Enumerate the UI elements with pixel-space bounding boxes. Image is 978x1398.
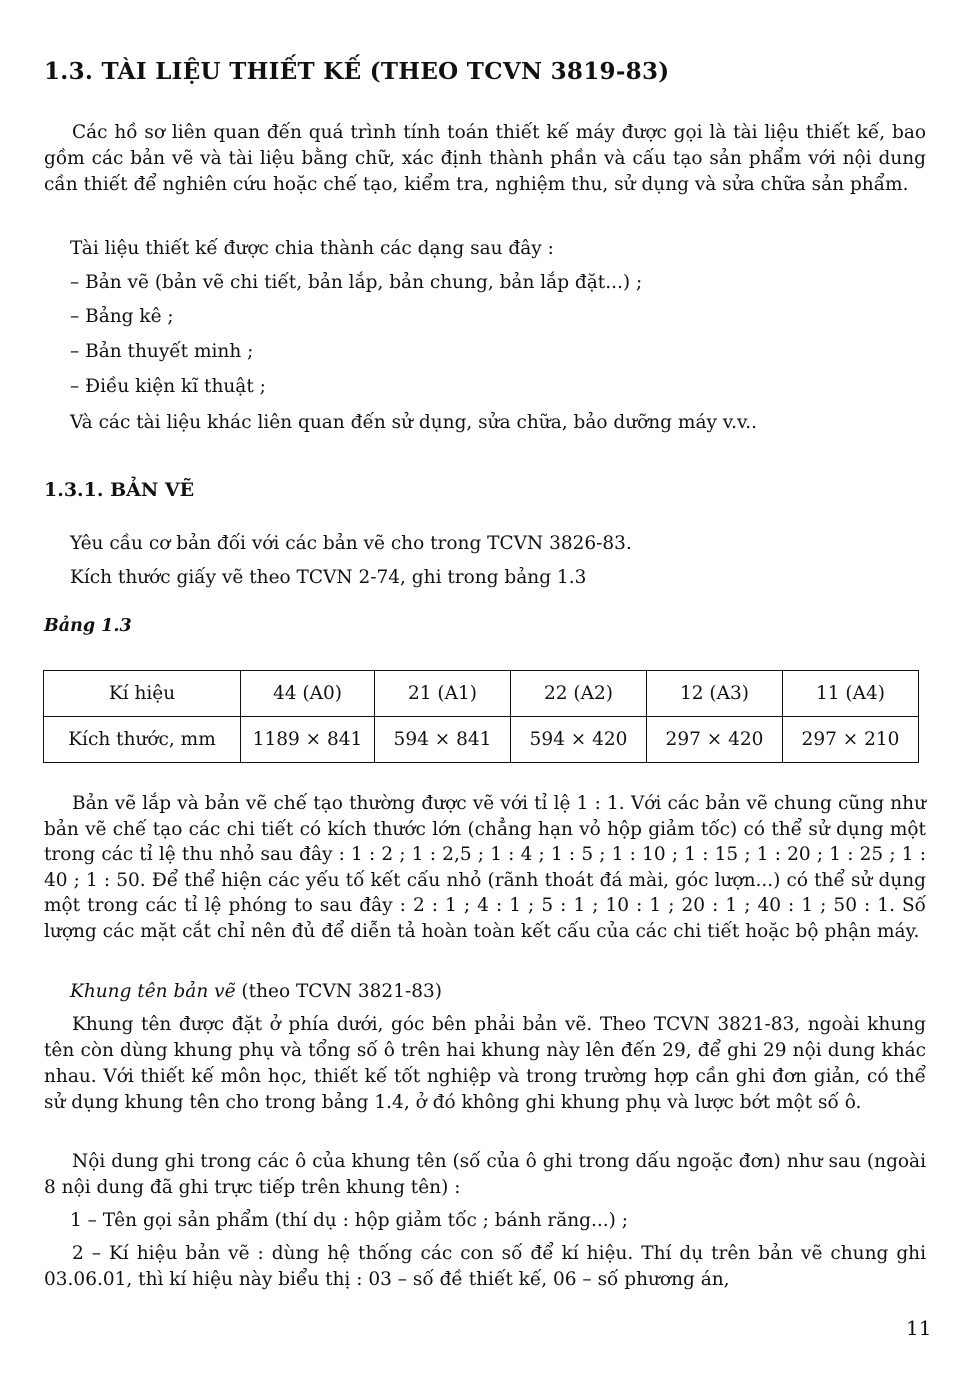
table-cell: 297 × 420 xyxy=(647,717,783,763)
table-cell: Kích thước, mm xyxy=(44,717,241,763)
content-paragraph: Nội dung ghi trong các ô của khung tên (số của ô ghi trong dấu ngoặc đơn) như sau (ngoài 8 nội dung đã ghi trực tiếp trên khung tên) : xyxy=(44,1151,926,1198)
title-block-heading-ref: (theo TCVN 3821-83) xyxy=(235,981,442,1002)
paper-size-table xyxy=(43,670,919,763)
scale-paragraph: Bản vẽ lắp và bản vẽ chế tạo thường được vẽ với tỉ lệ 1 : 1. Với các bản vẽ chung cũng như bản vẽ chế tạo các chi tiết có kích thước lớn (chẳng hạn vỏ hộp giảm tốc) có thể sử dụng một trong các tỉ lệ thu nhỏ sau đây : 1 : 2 ; 1 : 2,5 ; 1 : 4 ; 1 : 5 ; 1 : 10 ; 1 : 15 ; 1 : 20 ; 1 : 25 ; 1 : 40 ; 1 : 50. Để thể hiện các yếu tố kết cấu nhỏ (rãnh thoát đá mài, góc lượn...) có thể sử dụng một trong các tỉ lệ phóng to sau đây : 2 : 1 ; 4 : 1 ; 5 : 1 ; 10 : 1 ; 20 : 1 ; 40 : 1 ; 50 : 1. Số lượng các mặt cắt chỉ nên đủ để diễn tả hoàn toàn kết cấu của các chi tiết hoặc bộ phận máy. xyxy=(44,793,926,942)
doc-type-item: – Bảng kê ; xyxy=(70,306,174,327)
doc-type-item: – Điều kiện kĩ thuật ; xyxy=(70,376,266,397)
section-title: 1.3. TÀI LIỆU THIẾT KẾ (THEO TCVN 3819-83) xyxy=(44,58,670,85)
table-cell: Kí hiệu xyxy=(44,671,241,717)
intro-paragraph: Các hồ sơ liên quan đến quá trình tính toán thiết kế máy được gọi là tài liệu thiết kế, bao gồm các bản vẽ và tài liệu bằng chữ, xác định thành phần và cấu tạo sản phẩm với nội dung cần thiết để nghiên cứu hoặc chế tạo, kiểm tra, nghiệm thu, sử dụng và sửa chữa sản phẩm. xyxy=(44,122,926,195)
table-cell: 11 (A4) xyxy=(783,671,919,717)
title-block-heading-italic: Khung tên bản vẽ xyxy=(70,981,236,1002)
table-cell: 22 (A2) xyxy=(511,671,647,717)
list-item: 1 – Tên gọi sản phẩm (thí dụ : hộp giảm tốc ; bánh răng...) ; xyxy=(70,1210,628,1231)
other-docs-line: Và các tài liệu khác liên quan đến sử dụng, sửa chữa, bảo dưỡng máy v.v.. xyxy=(70,412,757,433)
table-row xyxy=(44,717,919,763)
requirement-line: Yêu cầu cơ bản đối với các bản vẽ cho trong TCVN 3826-83. xyxy=(70,533,632,554)
table-cell: 12 (A3) xyxy=(647,671,783,717)
table-cell: 1189 × 841 xyxy=(241,717,375,763)
page-number: 11 xyxy=(906,1316,932,1340)
table-cell: 21 (A1) xyxy=(375,671,511,717)
title-block-heading xyxy=(70,979,442,1005)
paper-size-line: Kích thước giấy vẽ theo TCVN 2-74, ghi trong bảng 1.3 xyxy=(70,567,587,588)
division-intro: Tài liệu thiết kế được chia thành các dạng sau đây : xyxy=(70,238,554,259)
doc-type-item: – Bản vẽ (bản vẽ chi tiết, bản lắp, bản chung, bản lắp đặt...) ; xyxy=(70,272,643,293)
table-caption: Bảng 1.3 xyxy=(44,616,132,636)
doc-type-item: – Bản thuyết minh ; xyxy=(70,341,254,362)
table-cell: 297 × 210 xyxy=(783,717,919,763)
list-item: 2 – Kí hiệu bản vẽ : dùng hệ thống các con số để kí hiệu. Thí dụ trên bản vẽ chung ghi 03.06.01, thì kí hiệu này biểu thị : 03 – số đề thiết kế, 06 – số phương án, xyxy=(44,1243,926,1290)
table-header-row xyxy=(44,671,919,717)
table-cell: 594 × 420 xyxy=(511,717,647,763)
table-cell: 44 (A0) xyxy=(241,671,375,717)
title-block-paragraph: Khung tên được đặt ở phía dưới, góc bên phải bản vẽ. Theo TCVN 3821-83, ngoài khung tên còn dùng khung phụ và tổng số ô trên hai khung này lên đến 29, để ghi 29 nội dung khác nhau. Với thiết kế môn học, thiết kế tốt nghiệp và trong trường hợp cần ghi đơn giản, có thể sử dụng khung tên cho trong bảng 1.4, ở đó không ghi khung phụ và lược bớt một số ô. xyxy=(44,1014,926,1113)
table-cell: 594 × 841 xyxy=(375,717,511,763)
subsection-title: 1.3.1. BẢN VẼ xyxy=(44,479,195,501)
